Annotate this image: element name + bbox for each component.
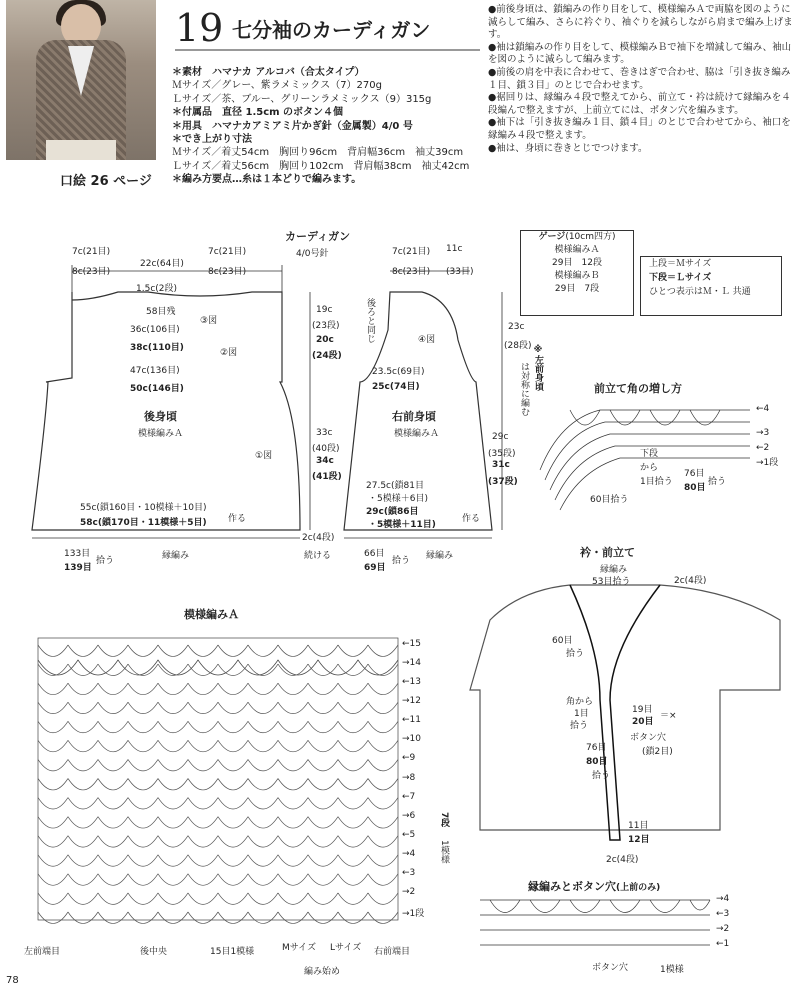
- dim-label: 7c(21目): [208, 247, 247, 257]
- dim-label: ＝×: [660, 711, 677, 721]
- dim-label: 50c(146目): [130, 384, 184, 394]
- dim-label: 2c(4段): [302, 533, 335, 543]
- row-label: →8: [402, 772, 416, 783]
- dim-label: (鎖2目): [642, 747, 673, 757]
- back-center-label: 後中央: [140, 947, 168, 957]
- materials-line: ＊用具 ハマナカアミアミ片かぎ針（金属製）4/0 号: [172, 120, 413, 132]
- pattern-a-title: 模様編みＡ: [184, 608, 239, 621]
- dim-label: ボタン穴: [630, 733, 667, 743]
- button-hole-label: ボタン穴: [592, 963, 629, 973]
- row-label: →1段: [756, 458, 779, 468]
- dim-label: 139目: [64, 563, 92, 573]
- row-label: ←13: [402, 677, 421, 688]
- diagram-mark: ①図: [255, 451, 273, 461]
- dim-label: 続ける: [304, 551, 332, 561]
- unit-label: 15目1模様: [210, 947, 255, 957]
- dim-label: ・5模様＋6目): [368, 494, 428, 504]
- diagram-mark: ②図: [220, 348, 238, 358]
- row-label: →1段: [402, 909, 425, 919]
- page-number: 78: [6, 975, 19, 986]
- row-label: ←2: [756, 443, 770, 453]
- left-front-note: ※左前身頃: [533, 345, 543, 391]
- dim-label: 20c: [316, 335, 334, 345]
- row-label: ←9: [402, 753, 416, 764]
- pattern-number: 19: [175, 6, 224, 50]
- repeat-label: 7段: [439, 812, 449, 828]
- diagram-mark: ④図: [418, 335, 436, 345]
- pattern-row-arcs: [38, 721, 398, 732]
- dim-label: 縁編み: [162, 551, 190, 561]
- left-front-note: は対称に編む: [519, 362, 529, 416]
- back-body-name: 後身頃: [144, 410, 177, 423]
- row-label: →4: [716, 894, 730, 904]
- dim-label: 後ろと同じ: [365, 298, 375, 343]
- pattern-row-arcs: [38, 836, 398, 847]
- pattern-row-arcs: [38, 798, 398, 809]
- pattern-row-arcs: [38, 702, 398, 713]
- dim-label: 33c: [316, 428, 333, 438]
- dim-label: 25c(74目): [372, 382, 420, 392]
- dim-label: 80目: [586, 757, 608, 767]
- dim-label: 80目: [684, 483, 706, 493]
- dim-label: 拾う: [392, 556, 411, 566]
- note: ●袖は、身頃に巻きとじでつけます。: [488, 142, 648, 154]
- pattern-row-arcs: [38, 874, 398, 885]
- pattern-row-arcs: [38, 855, 398, 866]
- dim-label: 58c(鎖170目・11模様＋5目): [80, 518, 207, 528]
- row-label: ←3: [716, 909, 730, 919]
- row-label: →10: [402, 734, 421, 745]
- dim-label: ・5模様＋11目): [368, 520, 436, 530]
- collar-title: 衿・前立て: [580, 546, 635, 559]
- dim-label: 1.5c(2段): [136, 284, 178, 294]
- dim-label: 76目: [586, 743, 607, 753]
- pattern-row-arcs: [38, 740, 398, 751]
- dim-label: 11目: [628, 821, 649, 831]
- dim-label: 19目: [632, 705, 653, 715]
- dim-label: 36c(106目): [130, 325, 180, 335]
- dim-label: 47c(136目): [130, 366, 180, 376]
- dim-label: 60目: [552, 636, 573, 646]
- size-legend: 上段＝Ｍサイズ 下段＝Ｌサイズ ひとつ表示はＭ・Ｌ 共通: [640, 256, 782, 316]
- materials-line: ＊でき上がり寸法: [172, 134, 252, 146]
- pattern-row-arcs: [38, 645, 398, 656]
- front-body-pattern: 模様編みＡ: [394, 429, 440, 439]
- dim-label: 下段: [640, 449, 659, 459]
- dim-label: 31c: [492, 460, 510, 470]
- diagram-title: カーディガン: [285, 230, 351, 243]
- dim-label: 23.5c(69目): [372, 367, 425, 377]
- pattern-row-arcs: [38, 759, 398, 770]
- dim-label: 19c: [316, 305, 333, 315]
- row-label: →4: [402, 848, 416, 859]
- dim-label: 23c: [508, 322, 525, 332]
- dim-label: 1目: [574, 709, 589, 719]
- size-label: Mサイズ: [282, 943, 317, 953]
- dim-label: 角から: [566, 697, 594, 707]
- dim-label: 2c(4段): [674, 576, 707, 586]
- materials-line: Ｌサイズ／着丈56cm 胸回り102cm 背肩幅38cm 袖丈42cm: [172, 160, 470, 172]
- dim-label: 76目: [684, 469, 705, 479]
- unit-label: 1模様: [660, 965, 684, 975]
- dim-label: 66目: [364, 549, 385, 559]
- row-label: ←4: [756, 404, 770, 414]
- row-label: ←5: [402, 829, 416, 840]
- row-label: →6: [402, 810, 416, 821]
- dim-label: 11c: [446, 244, 463, 254]
- dim-label: 拾う: [708, 477, 727, 487]
- front-body-name: 右前身頃: [392, 410, 436, 423]
- border-title: 縁編みとボタン穴(上前のみ): [528, 880, 661, 893]
- dim-label: (24段): [312, 351, 342, 361]
- corner-title: 前立て角の増し方: [594, 382, 682, 395]
- note: ●袖下は「引き抜き編み１目、鎖４目」のとじで合わせてから、袖口を縁編み４段で整えます。: [488, 117, 791, 141]
- row-label: →2: [716, 924, 730, 934]
- pattern-title: 七分袖のカーディガン: [232, 18, 431, 42]
- dim-label: 22c(64目): [140, 259, 184, 269]
- dim-label: (35段): [488, 449, 516, 459]
- pattern-row-arcs: [38, 817, 398, 828]
- note: ●袖は鎖編みの作り目をして、模様編みＢで袖下を増減して編み、袖山を図のように減らして編みます。: [488, 41, 792, 66]
- dim-label: から: [640, 463, 659, 473]
- diagram-mark: ③図: [200, 316, 218, 326]
- note: ●前後の肩を中表に合わせて、巻きはぎで合わせ、脇は「引き抜き編み１目、鎖３目」のとじで合わせます。: [488, 66, 791, 91]
- dim-label: 69目: [364, 563, 386, 573]
- dim-label: 1目拾う: [640, 477, 673, 487]
- dim-label: 拾う: [566, 649, 585, 659]
- materials-line: ＊編み方要点…糸は１本どりで編みます。: [172, 174, 362, 186]
- dim-label: 53目拾う: [592, 577, 631, 587]
- dim-label: 12目: [628, 835, 650, 845]
- dim-label: 8c(23目): [208, 267, 247, 277]
- dim-label: 34c: [316, 456, 334, 466]
- row-label: →14: [402, 658, 421, 669]
- materials-line: Ｌサイズ／茶、ブルー、グリーンラメミックス（9）315g: [172, 93, 432, 105]
- dim-label: 7c(21目): [72, 247, 111, 257]
- dim-label: 拾う: [592, 771, 611, 781]
- dim-label: 55c(鎖160目・10模様＋10目): [80, 503, 207, 513]
- dim-label: 58目残: [146, 307, 176, 317]
- materials-line: ＊素材 ハマナカ アルコバ（合太タイプ）: [172, 67, 365, 78]
- pattern-row-arcs: [38, 664, 398, 675]
- materials-line: Ｍサイズ／グレー、紫ラメミックス（7）270g: [172, 80, 382, 92]
- dim-label: (40段): [312, 444, 340, 454]
- dim-label: 60目拾う: [590, 495, 629, 505]
- row-label: ←3: [402, 867, 416, 878]
- dim-label: 拾う: [570, 721, 589, 731]
- needle-size: 4/0号針: [296, 249, 329, 259]
- row-label: →2: [402, 886, 416, 897]
- row-label: ←7: [402, 791, 416, 802]
- row-label: →12: [402, 696, 421, 707]
- dim-label: 作る: [462, 514, 481, 524]
- dim-label: 20目: [632, 717, 654, 727]
- dim-label: 縁編み: [426, 551, 454, 561]
- note: ●前後身頃は、鎖編みの作り目をして、模様編みＡで両脇を図のように減らして編み、さらに衿ぐり、袖ぐりを減らしながら肩まで編み上げます。: [488, 4, 793, 41]
- row-label: ←1: [716, 939, 730, 949]
- dim-label: 7c(21目): [392, 247, 431, 257]
- dim-label: 29c(鎖86目: [366, 507, 419, 517]
- left-end-label: 左前端目: [24, 947, 61, 957]
- materials-line: Ｍサイズ／着丈54cm 胸回り96cm 背肩幅36cm 袖丈39cm: [172, 147, 464, 159]
- dim-label: 8c(23目): [392, 267, 431, 277]
- gauge-box: ゲージ(10cm四方) 模様編みＡ 29目 12段 模様編みＢ 29目 7段: [520, 230, 634, 316]
- dim-label: 縁編み: [600, 565, 628, 575]
- start-label: 編み始め: [304, 967, 341, 977]
- dim-label: 29c: [492, 432, 509, 442]
- dim-label: 133目: [64, 549, 91, 559]
- dim-label: (33目): [446, 267, 474, 277]
- dim-label: (28段): [504, 341, 532, 351]
- note: ●裾回りは、縁編み４段で整えてから、前立て・衿は続けて縁編みを４段編んで整えますが、上前立てには、ボタン穴を編みます。: [488, 92, 791, 116]
- dim-label: (41段): [312, 472, 342, 482]
- pattern-row-arcs: [38, 779, 398, 790]
- row-label: ←15: [402, 639, 421, 649]
- dim-label: (37段): [488, 477, 518, 487]
- dim-label: 27.5c(鎖81目: [366, 481, 424, 491]
- back-body-pattern: 模様編みＡ: [138, 429, 184, 439]
- dim-label: 38c(110目): [130, 343, 184, 353]
- size-label: Lサイズ: [330, 943, 362, 953]
- dim-label: 作る: [228, 514, 247, 524]
- dim-label: 8c(23目): [72, 267, 111, 277]
- repeat-label: 1模様: [439, 840, 449, 864]
- pattern-row-arcs: [38, 683, 398, 694]
- pattern-row-arcs: [38, 912, 398, 923]
- right-end-label: 右前端目: [374, 947, 411, 957]
- materials-line: ＊付属品 直径 1.5cm のボタン４個: [172, 107, 344, 119]
- row-label: →3: [756, 428, 770, 438]
- row-label: ←11: [402, 715, 421, 726]
- dim-label: (23段): [312, 321, 340, 331]
- pattern-row-arcs: [38, 893, 398, 904]
- dim-label: 拾う: [96, 556, 115, 566]
- dim-label: 2c(4段): [606, 855, 639, 865]
- page-reference: 口絵 26 ページ: [60, 174, 152, 189]
